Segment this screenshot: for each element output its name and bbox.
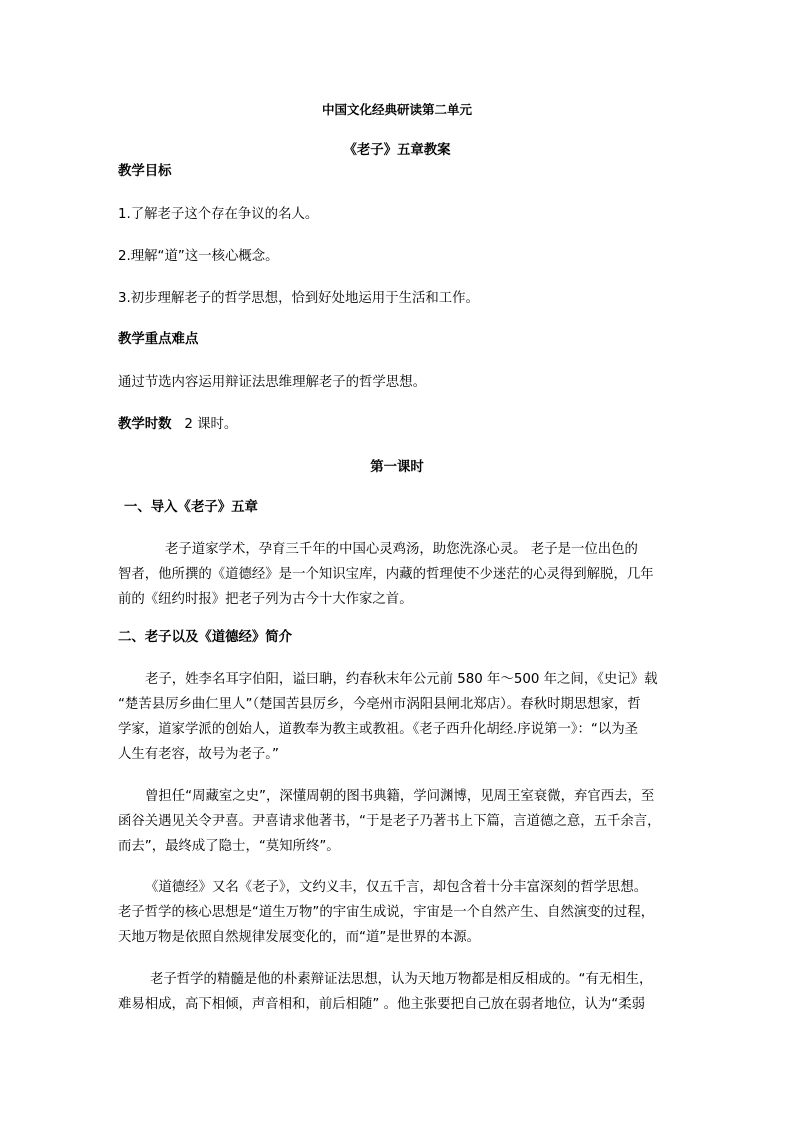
para-line: 老子哲学的精髓是他的朴素辩证法思想，认为天地万物都是相反相成的。“有无相生， — [150, 972, 653, 987]
para-line: 老子哲学的核心思想是“道生万物”的宇宙生成说，宇宙是一个自然产生、自然演变的过程， — [118, 905, 655, 920]
para-line: 老子，姓李名耳字伯阳，谥曰聃，约春秋末年公元前 580 年～500 年之间，《史记》载 — [145, 672, 658, 687]
para-line: 曾担任“周藏室之史”，深懂周朝的图书典籍，学问渊博，见周王室衰微，弃官西去，至 — [145, 789, 655, 804]
para-line: 《道德经》又名《老子》，文约义丰，仅五千言，却包含着十分丰富深刻的哲学思想。 — [145, 880, 648, 895]
section1-line: 前的《纽约时报》把老子列为古今十大作家之首。 — [118, 592, 413, 607]
focus-heading: 教学重点难点 — [118, 332, 199, 347]
para-line: 而去”，最终成了隐士，“莫知所终”。 — [118, 839, 340, 854]
hours-label: 教学时数 — [118, 417, 172, 432]
para-line: “楚苦县厉乡曲仁里人”（楚国苦县厉乡，今亳州市涡阳县闸北郑店）。春秋时期思想家，哲 — [118, 697, 641, 712]
section1-heading: 一、导入《老子》五章 — [124, 500, 258, 515]
goal-item: 2.理解“道”这一核心概念。 — [118, 249, 279, 264]
lesson-title: 第一课时 — [370, 460, 424, 475]
goal-item: 3.初步理解老子的哲学思想，恰到好处地运用于生活和工作。 — [118, 291, 479, 306]
para-line: 学家，道家学派的创始人，道教奉为教主或教祖。《老子西升化胡经.序说第一》：“以为圣 — [118, 722, 639, 737]
goal-item: 1.了解老子这个存在争议的名人。 — [118, 207, 319, 222]
para-line: 人生有老容，故号为老子。” — [118, 747, 279, 762]
focus-text: 通过节选内容运用辩证法思维理解老子的哲学思想。 — [118, 375, 426, 390]
section1-line: 智者，他所撰的《道德经》是一个知识宝库，内藏的哲理使不少迷茫的心灵得到解脱，几年 — [118, 567, 654, 582]
hours-line — [118, 416, 237, 434]
document-subtitle: 《老子》五章教案 — [343, 143, 451, 158]
document-title: 中国文化经典研读第二单元 — [321, 102, 472, 117]
goals-heading: 教学目标 — [118, 164, 172, 179]
section2-heading: 二、老子以及《道德经》简介 — [118, 630, 293, 645]
para-line: 函谷关遇见关令尹喜。尹喜请求他著书，“于是老子乃著书上下篇，言道德之意，五千余言， — [118, 814, 661, 829]
hours-value: 2 课时。 — [184, 417, 238, 432]
section1-line: 老子道家学术，孕育三千年的中国心灵鸡汤，助您洗涤心灵。 老子是一位出色的 — [165, 542, 638, 557]
para-line: 天地万物是依照自然规律发展变化的，而“道”是世界的本源。 — [118, 930, 481, 945]
para-line: 难易相成，高下相倾，声音相和，前后相随” 。他主张要把自己放在弱者地位，认为“柔弱 — [118, 997, 645, 1012]
